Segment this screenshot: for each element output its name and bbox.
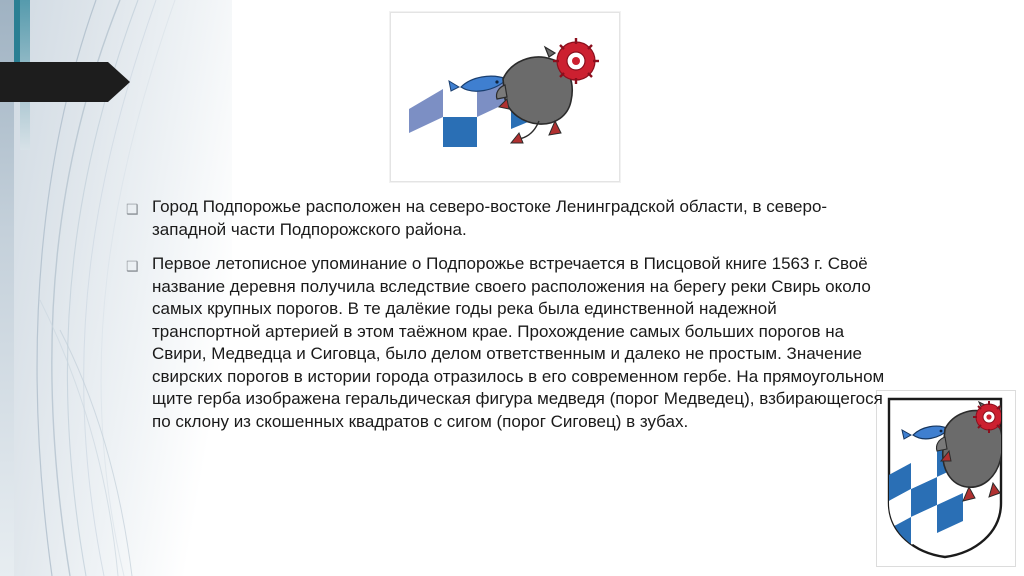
flag-artwork	[399, 21, 611, 173]
list-item	[126, 196, 886, 241]
flag-svg	[399, 21, 611, 173]
slide-body-text	[126, 196, 886, 445]
arrow-banner-shape	[0, 62, 130, 102]
coat-of-arms-of-podporozhye-image	[876, 390, 1016, 567]
list-item	[126, 253, 886, 433]
coat-of-arms-svg	[877, 391, 1013, 564]
bullet-text: Город Подпорожье расположен на северо-востоке Ленинградской области, в северо-западной части Подпорожского района.	[152, 197, 828, 239]
flag-of-podporozhye-image	[390, 12, 620, 182]
bullet-text: Первое летописное упоминание о Подпорожье встречается в Писцовой книге 1563 г. Своё название деревня получила вследствие своего расположения на берегу реки Свирь около самых крупных порогов. В те далёкие годы река была единственной надежной транспортной артерией в этом таёжном крае. Прохождение самых больших порогов на Свири, Медведца и Сиговца, было делом ответственным и далеко не простым. Значение свирских порогов в истории города отразилось в его современном гербе. На прямоугольном щите герба изображена геральдическая фигура медведя (порог Медведец), взбирающегося по склону из скошенных квадратов с сигом (порог Сиговец) в зубах.	[152, 254, 885, 431]
bullet-marker-icon: ❑	[126, 201, 139, 217]
bullet-marker-icon: ❑	[126, 258, 139, 274]
